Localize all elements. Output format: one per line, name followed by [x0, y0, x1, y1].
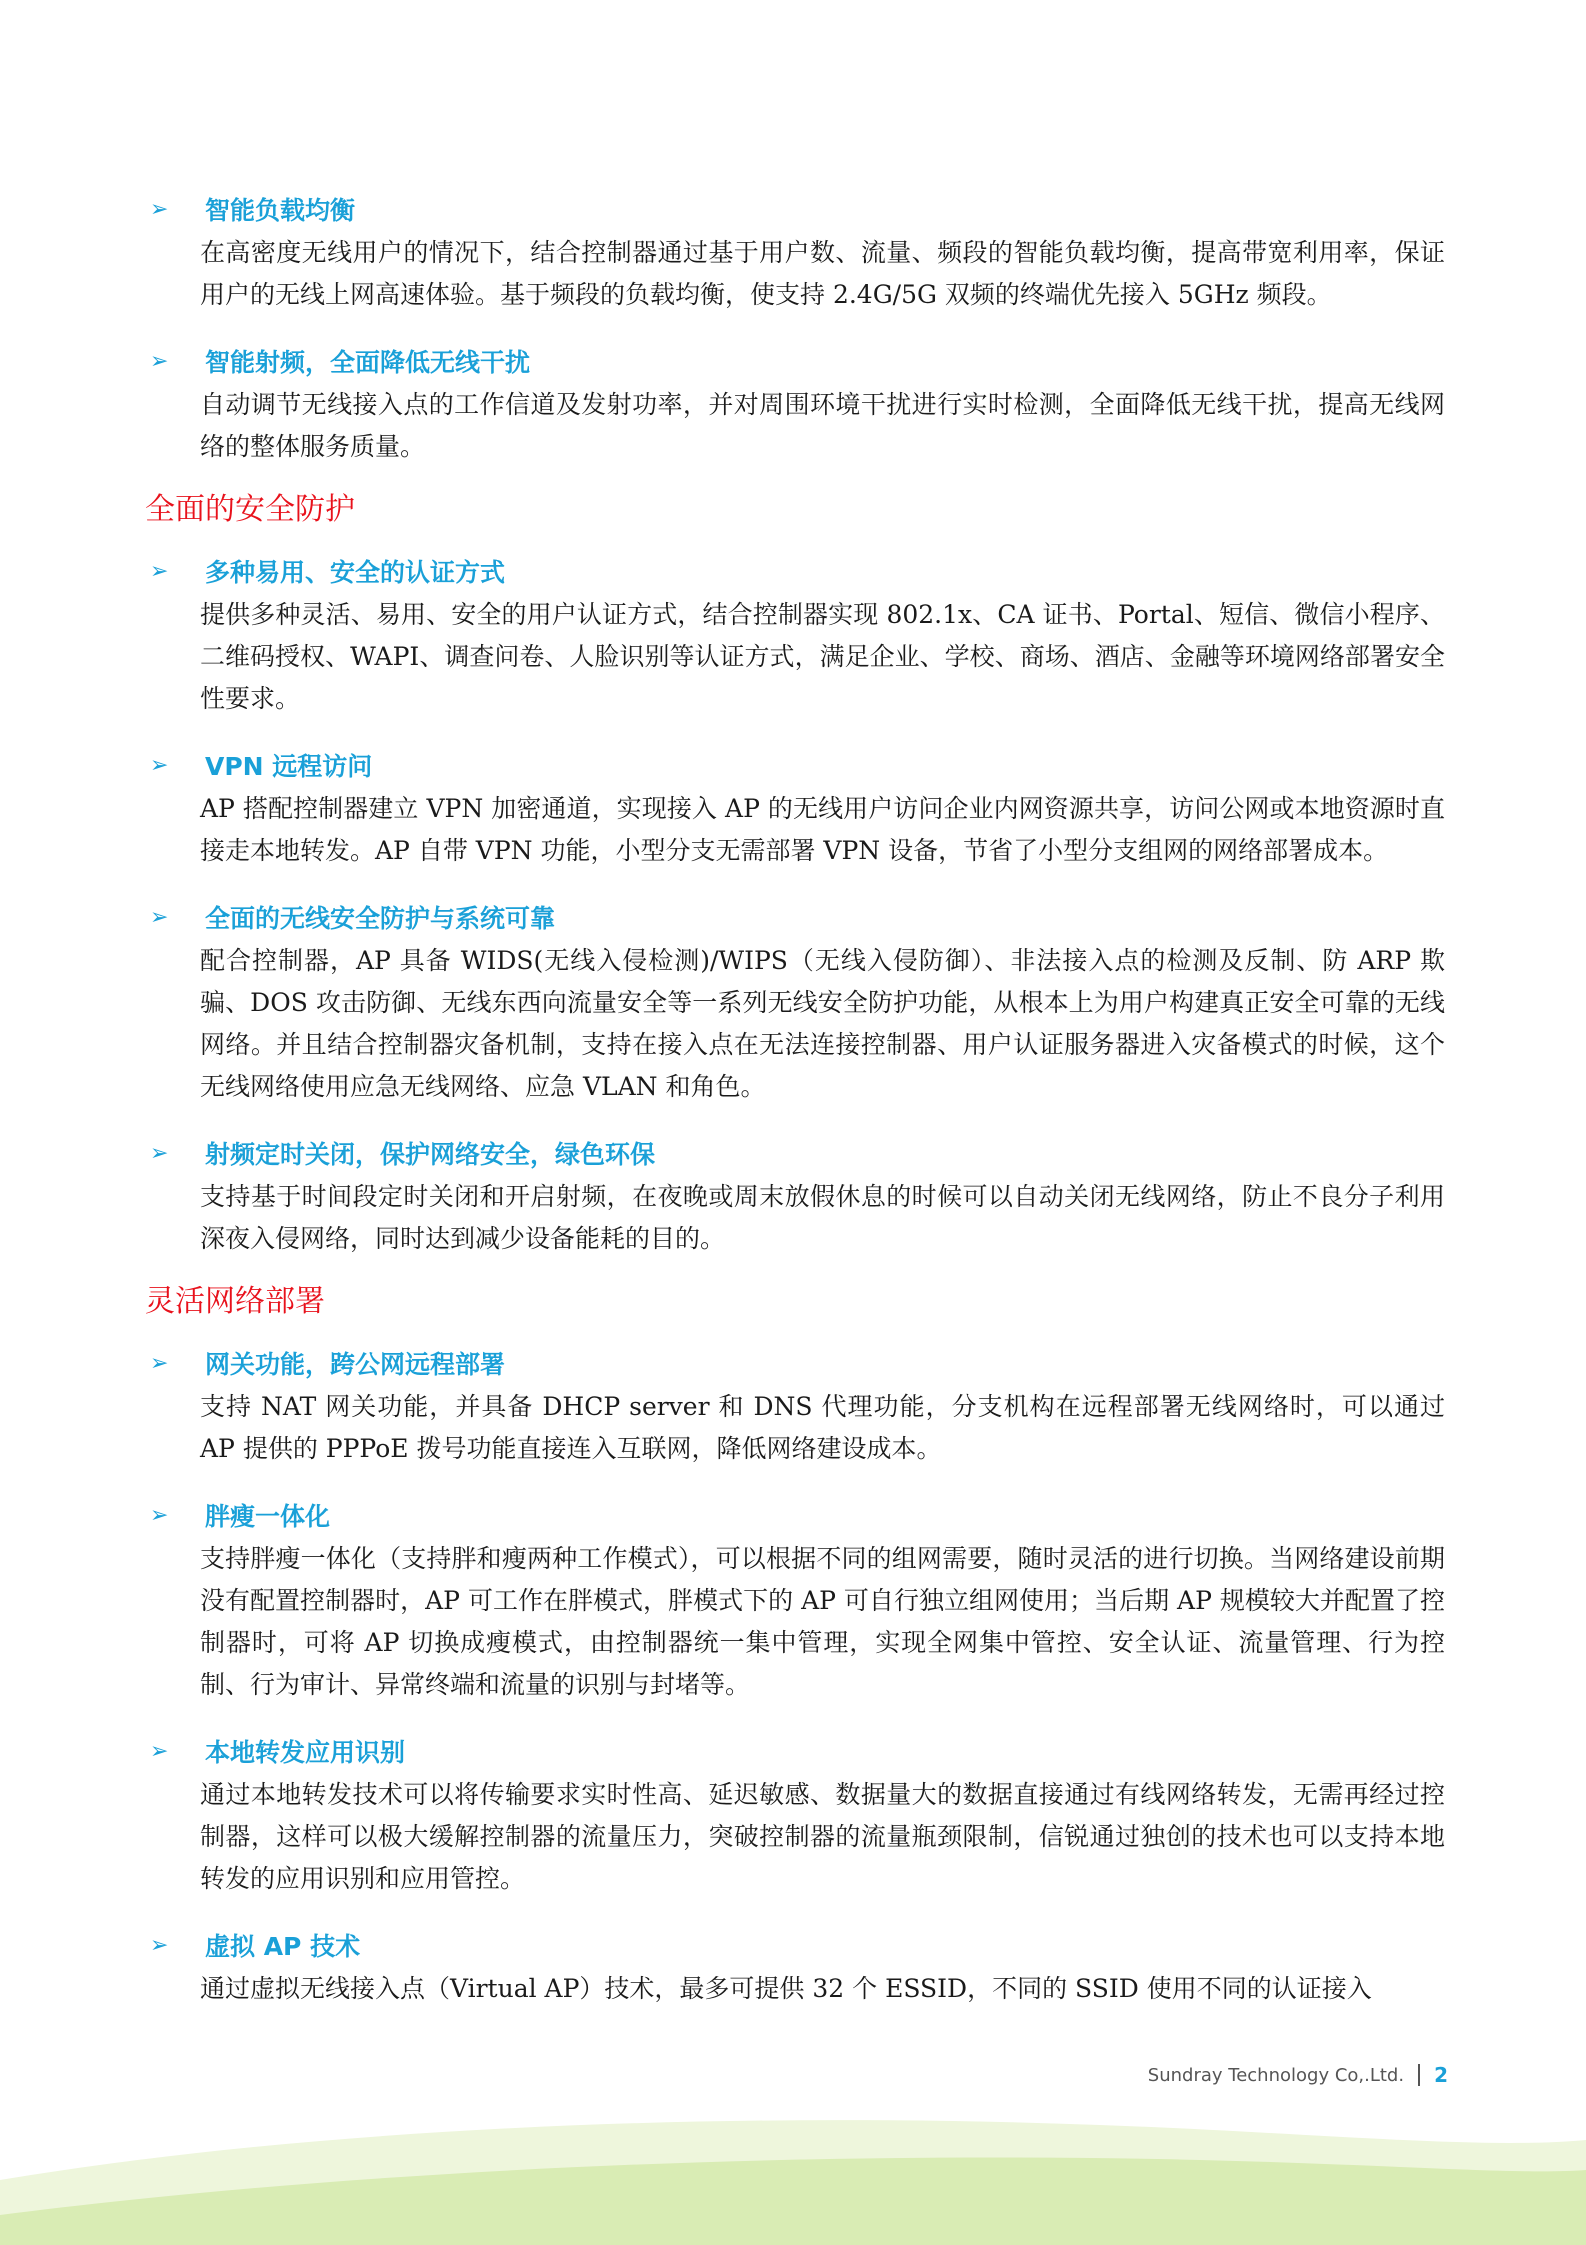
page-content [145, 186, 1445, 2032]
feature-title: 网关功能，跨公网远程部署 [205, 1350, 506, 1379]
feature-title: 多种易用、安全的认证方式 [205, 558, 506, 587]
section-security [145, 490, 1445, 1260]
feature-title: 全面的无线安全防护与系统可靠 [205, 904, 556, 933]
feature-title: 射频定时关闭，保护网络安全，绿色环保 [205, 1140, 656, 1169]
arrow-bullet-icon: ➢ [150, 904, 169, 930]
arrow-bullet-icon: ➢ [150, 752, 169, 778]
feature-body: 自动调节无线接入点的工作信道及发射功率，并对周围环境干扰进行实时检测，全面降低无线干扰，提高无线网络的整体服务质量。 [200, 390, 1445, 461]
footer-divider [1418, 2064, 1420, 2086]
feature-title: 虚拟 AP 技术 [205, 1932, 361, 1961]
section-heading: 灵活网络部署 [145, 1284, 325, 1319]
feature-body: AP 搭配控制器建立 VPN 加密通道，实现接入 AP 的无线用户访问企业内网资源共享，访问公网或本地资源时直接走本地转发。AP 自带 VPN 功能，小型分支无需部署 VPN 设备，节省了小型分支组网的网络部署成本。 [200, 794, 1445, 865]
feature-title: 智能负载均衡 [205, 196, 356, 225]
feature-title: 胖瘦一体化 [205, 1502, 331, 1531]
feature-body: 通过虚拟无线接入点（Virtual AP）技术，最多可提供 32 个 ESSID，不同的 SSID 使用不同的认证接入 [200, 1974, 1372, 2003]
section-deployment [145, 1282, 1445, 2010]
footer-company: Sundray Technology Co,.Ltd. [1147, 2064, 1405, 2086]
arrow-bullet-icon: ➢ [150, 558, 169, 584]
arrow-bullet-icon: ➢ [150, 1738, 169, 1764]
feature-item [145, 1728, 1445, 1900]
feature-item [145, 894, 1445, 1108]
page-footer [1148, 2063, 1448, 2087]
arrow-bullet-icon: ➢ [150, 1932, 169, 1958]
feature-title: 智能射频，全面降低无线干扰 [205, 348, 531, 377]
feature-body: 通过本地转发技术可以将传输要求实时性高、延迟敏感、数据量大的数据直接通过有线网络转发，无需再经过控制器，这样可以极大缓解控制器的流量压力，突破控制器的流量瓶颈限制，信锐通过独创的技术也可以支持本地转发的应用识别和应用管控。 [200, 1780, 1445, 1893]
footer-wave-decoration [0, 2110, 1586, 2245]
feature-item [145, 1340, 1445, 1470]
feature-title: 本地转发应用识别 [205, 1738, 406, 1767]
feature-item [145, 1922, 1445, 2010]
page-number: 2 [1434, 2063, 1448, 2087]
feature-body: 支持 NAT 网关功能，并具备 DHCP server 和 DNS 代理功能，分支机构在远程部署无线网络时，可以通过 AP 提供的 PPPoE 拨号功能直接连入互联网，降低网络建设成本。 [200, 1392, 1445, 1463]
arrow-bullet-icon: ➢ [150, 1140, 169, 1166]
feature-body: 在高密度无线用户的情况下，结合控制器通过基于用户数、流量、频段的智能负载均衡，提高带宽利用率，保证用户的无线上网高速体验。基于频段的负载均衡，使支持 2.4G/5G 双频的终端优先接入 5GHz 频段。 [200, 238, 1445, 309]
feature-body: 支持胖瘦一体化（支持胖和瘦两种工作模式），可以根据不同的组网需要，随时灵活的进行切换。当网络建设前期没有配置控制器时，AP 可工作在胖模式，胖模式下的 AP 可自行独立组网使用；当后期 AP 规模较大并配置了控制器时，可将 AP 切换成瘦模式，由控制器统一集中管理，实现全网集中管控、安全认证、流量管理、行为控制、行为审计、异常终端和流量的识别与封堵等。 [200, 1544, 1445, 1699]
section-heading: 全面的安全防护 [145, 492, 355, 527]
arrow-bullet-icon: ➢ [150, 196, 169, 222]
feature-item [145, 742, 1445, 872]
feature-item [145, 186, 1445, 316]
feature-item [145, 1130, 1445, 1260]
arrow-bullet-icon: ➢ [150, 1350, 169, 1376]
feature-item [145, 338, 1445, 468]
feature-item [145, 548, 1445, 720]
feature-body: 配合控制器，AP 具备 WIDS(无线入侵检测)/WIPS（无线入侵防御）、非法接入点的检测及反制、防 ARP 欺骗、DOS 攻击防御、无线东西向流量安全等一系列无线安全防护功能，从根本上为用户构建真正安全可靠的无线网络。并且结合控制器灾备机制，支持在接入点在无法连接控制器、用户认证服务器进入灾备模式的时候，这个无线网络使用应急无线网络、应急 VLAN 和角色。 [200, 946, 1445, 1101]
feature-body: 支持基于时间段定时关闭和开启射频，在夜晚或周末放假休息的时候可以自动关闭无线网络，防止不良分子利用深夜入侵网络，同时达到减少设备能耗的目的。 [200, 1182, 1445, 1253]
feature-body: 提供多种灵活、易用、安全的用户认证方式，结合控制器实现 802.1x、CA 证书、Portal、短信、微信小程序、二维码授权、WAPI、调查问卷、人脸识别等认证方式，满足企业、学校、商场、酒店、金融等环境网络部署安全性要求。 [200, 600, 1445, 713]
arrow-bullet-icon: ➢ [150, 348, 169, 374]
feature-item [145, 1492, 1445, 1706]
arrow-bullet-icon: ➢ [150, 1502, 169, 1528]
section-load-radio [145, 186, 1445, 468]
feature-title: VPN 远程访问 [205, 752, 373, 781]
